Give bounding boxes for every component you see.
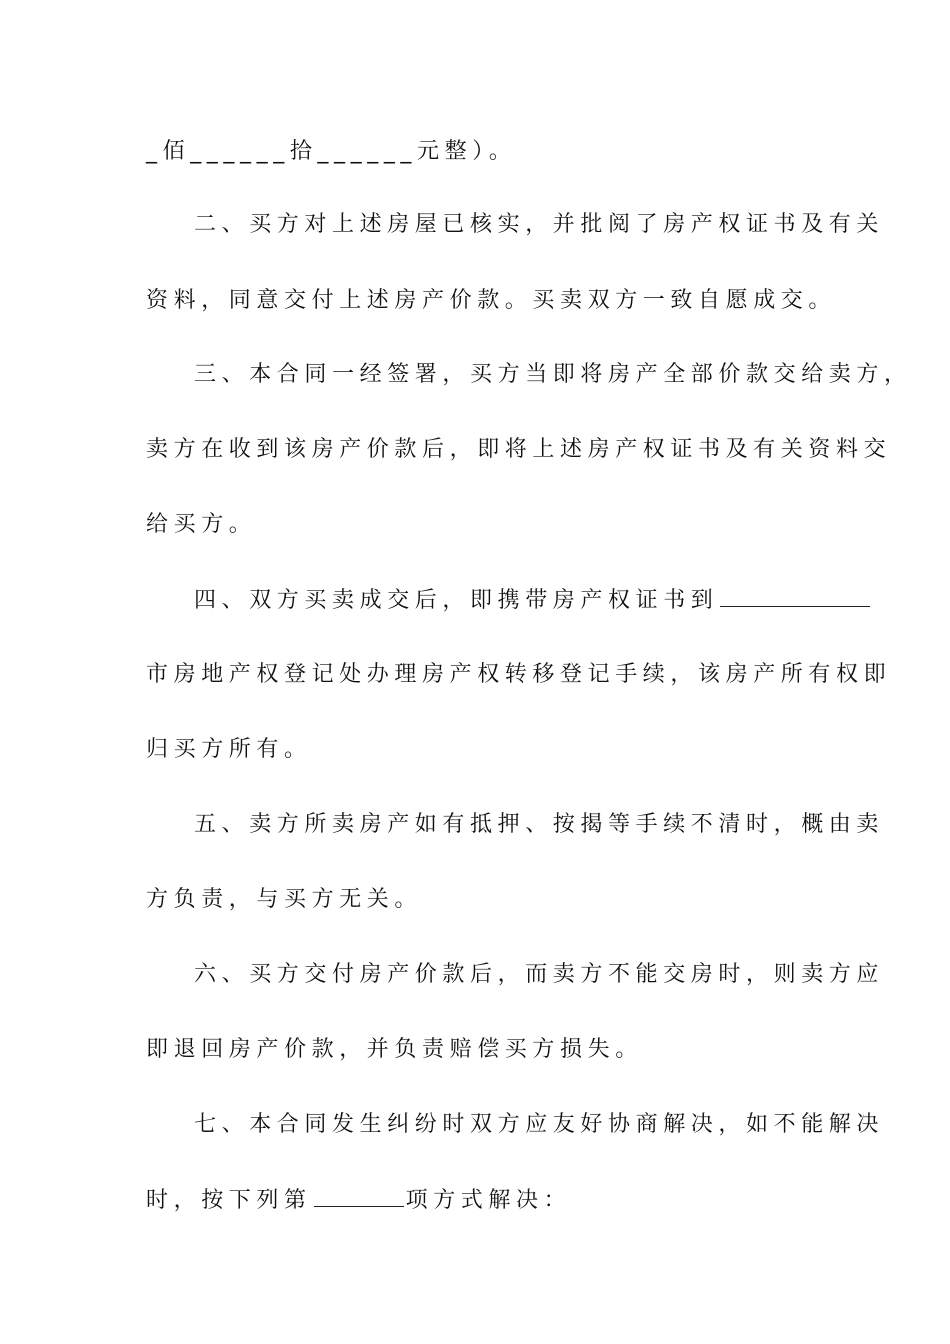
blank-field-tens-hundreds: ______ (190, 139, 290, 164)
clause-6-line-2: 即退回房产价款，并负责赔偿买方损失。 (146, 1037, 643, 1062)
blank-field-tens: ______ (317, 139, 418, 164)
clause-7-text-before: 时，按下列第 (146, 1188, 312, 1213)
clause-3-line-3: 给买方。 (146, 512, 257, 537)
clause-3-line-1: 三、本合同一经签署，买方当即将房产全部价款交给卖方， (194, 362, 912, 387)
blank-field-city (720, 580, 870, 607)
text-segment: 元整）。 (417, 139, 517, 164)
clause-2-line-2: 资料，同意交付上述房产价款。买卖双方一致自愿成交。 (146, 288, 837, 313)
clause-7-text-after: 项方式解决： (405, 1188, 572, 1213)
clause-6-line-1: 六、买方交付房产价款后，而卖方不能交房时，则卖方应 (194, 962, 885, 987)
blank-field-option-number (314, 1180, 404, 1207)
clause-3-line-2: 卖方在收到该房产价款后，即将上述房产权证书及有关资料交 (146, 437, 892, 462)
clause-7-line-2 (146, 1180, 806, 1220)
text-segment: 拾 (289, 139, 318, 164)
clause-5-line-1: 五、卖方所卖房产如有抵押、按揭等手续不清时，概由卖 (194, 812, 885, 837)
clause-5-line-2: 方负责，与买方无关。 (146, 887, 423, 912)
text-segment: _佰 (146, 139, 191, 164)
clause-4-text: 四、双方买卖成交后，即携带房产权证书到 (194, 588, 719, 613)
clause-4-line-2: 市房地产权登记处办理房产权转移登记手续，该房产所有权即 (146, 662, 892, 687)
clause-4-line-1 (194, 580, 806, 620)
clause-2-line-1: 二、买方对上述房屋已核实，并批阅了房产权证书及有关 (194, 212, 885, 237)
clause-4-line-3: 归买方所有。 (146, 737, 312, 762)
clause-7-line-1: 七、本合同发生纠纷时双方应友好协商解决，如不能解决 (194, 1112, 885, 1137)
price-amount-line (146, 132, 806, 172)
